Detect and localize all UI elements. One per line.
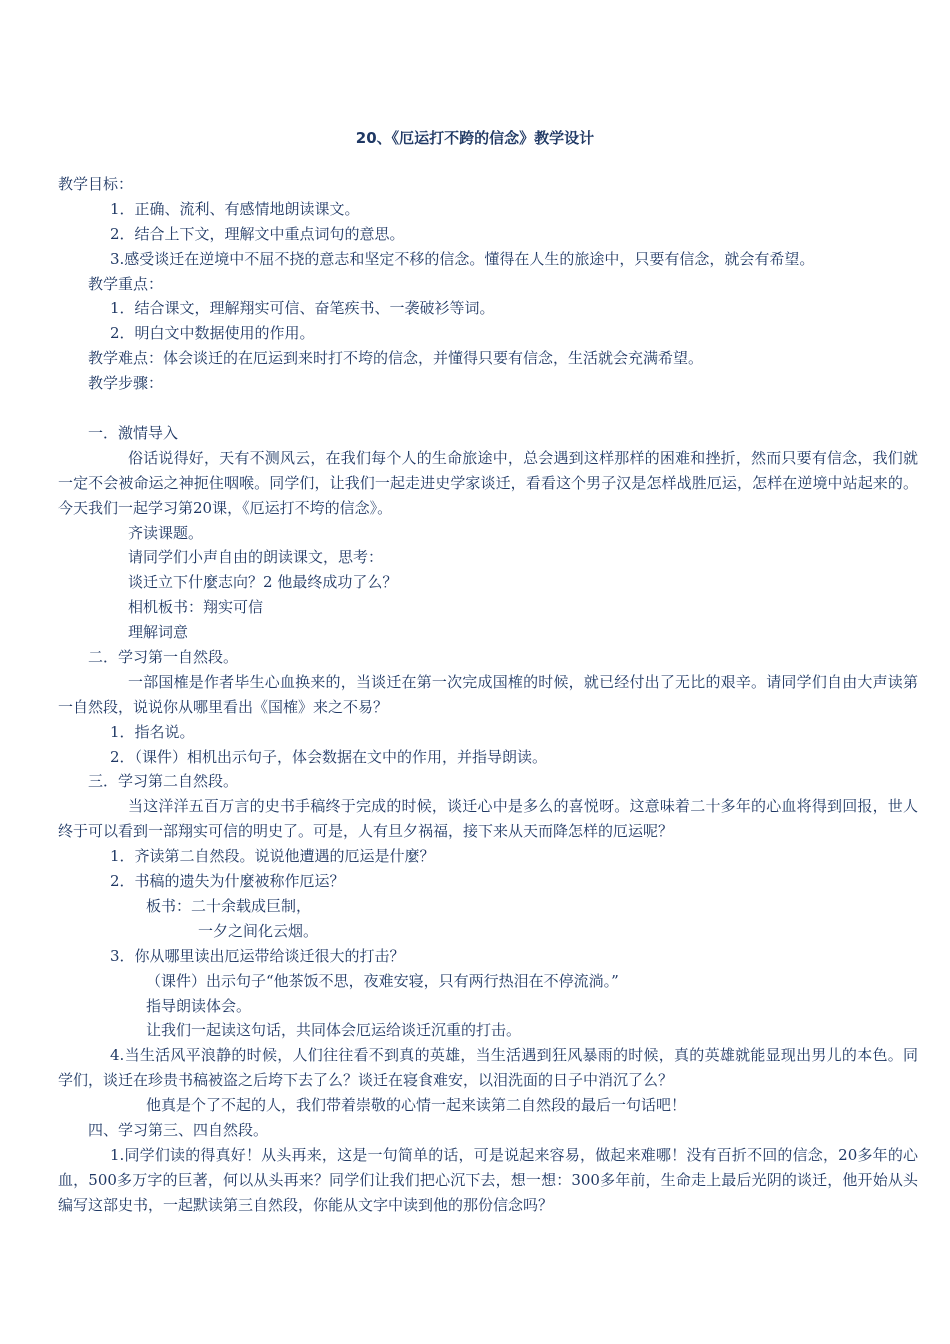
instruction-line: 请同学们小声自由的朗读课文，思考： xyxy=(128,548,384,567)
paragraph: 当这洋洋五百万言的史书手稿终于完成的时候，谈迁心中是多么的喜悦呀。这意味着二十多年的心血将得到回报，世人终于可以看到一部翔实可信的明史了。可是，人有旦夕祸福，接下来从天而降怎样的厄运呢？ xyxy=(58,797,918,841)
objective-item: 1．正确、流利、有感情地朗读课文。 xyxy=(110,199,360,218)
instruction-line: 他真是个了不起的人，我们带着崇敬的心情一起来读第二自然段的最后一句话吧！ xyxy=(146,1096,687,1115)
section-heading-steps: 教学步骤： xyxy=(88,374,164,393)
instruction-line: 齐读课题。 xyxy=(128,523,204,542)
board-note: 相机板书：翔实可信 xyxy=(128,598,264,617)
page-title: 20、《厄运打不跨的信念》教学设计 xyxy=(355,129,595,147)
paragraph: 1.同学们读的得真好！从头再来，这是一句简单的话，可是说起来容易，做起来难哪！没有百折不回的信念，20多年的心血，500多万字的巨著，何以从头再来？同学们让我们把心沉下去，想一想：300多年前，生命走上最后光阴的谈迁，他开始从头编写这部史书，一起默读第三自然段，你能从文字中读到他的那份信念吗？ xyxy=(58,1145,918,1214)
blank-line xyxy=(58,396,918,421)
step-item: 1．齐读第二自然段。说说他遭遇的厄运是什麼？ xyxy=(110,847,435,866)
step-heading-3: 三．学习第二自然段。 xyxy=(88,772,239,791)
instruction-line: （课件）出示句子“他茶饭不思，夜难安寝，只有两行热泪在不停流淌。” xyxy=(146,971,619,990)
paragraph: 俗话说得好，天有不测风云，在我们每个人的生命旅途中，总会遇到这样那样的困难和挫折，然而只要有信念，我们就一定不会被命运之神扼住咽喉。同学们，让我们一起走进史学家谈迁，看看这个男子汉是怎样战胜厄运，怎样在逆境中站起来的。今天我们一起学习第20课，《厄运打不垮的信念》。 xyxy=(58,448,918,517)
paragraph: 一部国榷是作者毕生心血换来的，当谈迁在第一次完成国榷的时候，就已经付出了无比的艰辛。请同学们自由大声读第一自然段，说说你从哪里看出《国榷》来之不易？ xyxy=(58,672,918,716)
instruction-line: 理解词意 xyxy=(128,623,189,642)
step-heading-4: 四、学习第三、四自然段。 xyxy=(88,1120,269,1139)
instruction-line: 让我们一起读这句话，共同体会厄运给谈迁沉重的打击。 xyxy=(146,1021,522,1040)
section-heading-objectives: 教学目标： xyxy=(58,175,134,193)
key-point-item: 2．明白文中数据使用的作用。 xyxy=(110,324,315,343)
objective-item: 2．结合上下文，理解文中重点词句的意思。 xyxy=(110,224,405,243)
step-item: 2．（课件）相机出示句子，体会数据在文中的作用，并指导朗读。 xyxy=(110,747,548,766)
step-heading-2: 二．学习第一自然段。 xyxy=(88,647,239,666)
instruction-line: 指导朗读体会。 xyxy=(146,996,252,1015)
section-heading-difficulties: 教学难点：体会谈迁的在厄运到来时打不垮的信念，并懂得只要有信念，生活就会充满希望。 xyxy=(88,349,704,368)
key-point-item: 1．结合课文，理解翔实可信、奋笔疾书、一袭破衫等词。 xyxy=(110,299,495,318)
step-item: 3．你从哪里读出厄运带给谈迁很大的打击？ xyxy=(110,946,405,965)
document-body xyxy=(58,172,918,1218)
objective-item: 3.感受谈迁在逆境中不屈不挠的意志和坚定不移的信念。懂得在人生的旅途中，只要有信念，就会有希望。 xyxy=(110,249,815,268)
section-heading-key-points: 教学重点： xyxy=(88,274,164,293)
step-heading-1: 一．激情导入 xyxy=(88,423,179,442)
instruction-line: 谈迁立下什麼志向？2 他最终成功了么？ xyxy=(128,573,398,592)
paragraph: 4.当生活风平浪静的时候，人们往往看不到真的英雄，当生活遇到狂风暴雨的时候，真的英雄就能显现出男儿的本色。同学们，谈迁在珍贵书稿被盗之后垮下去了么？谈迁在寝食难安，以泪洗面的日子中消沉了么？ xyxy=(58,1046,918,1090)
board-note: 板书：二十余载成巨制， xyxy=(146,896,312,915)
step-item: 1．指名说。 xyxy=(110,722,195,741)
step-item: 2．书稿的遗失为什麼被称作厄运？ xyxy=(110,872,345,891)
board-note: 一夕之间化云烟。 xyxy=(198,921,319,940)
